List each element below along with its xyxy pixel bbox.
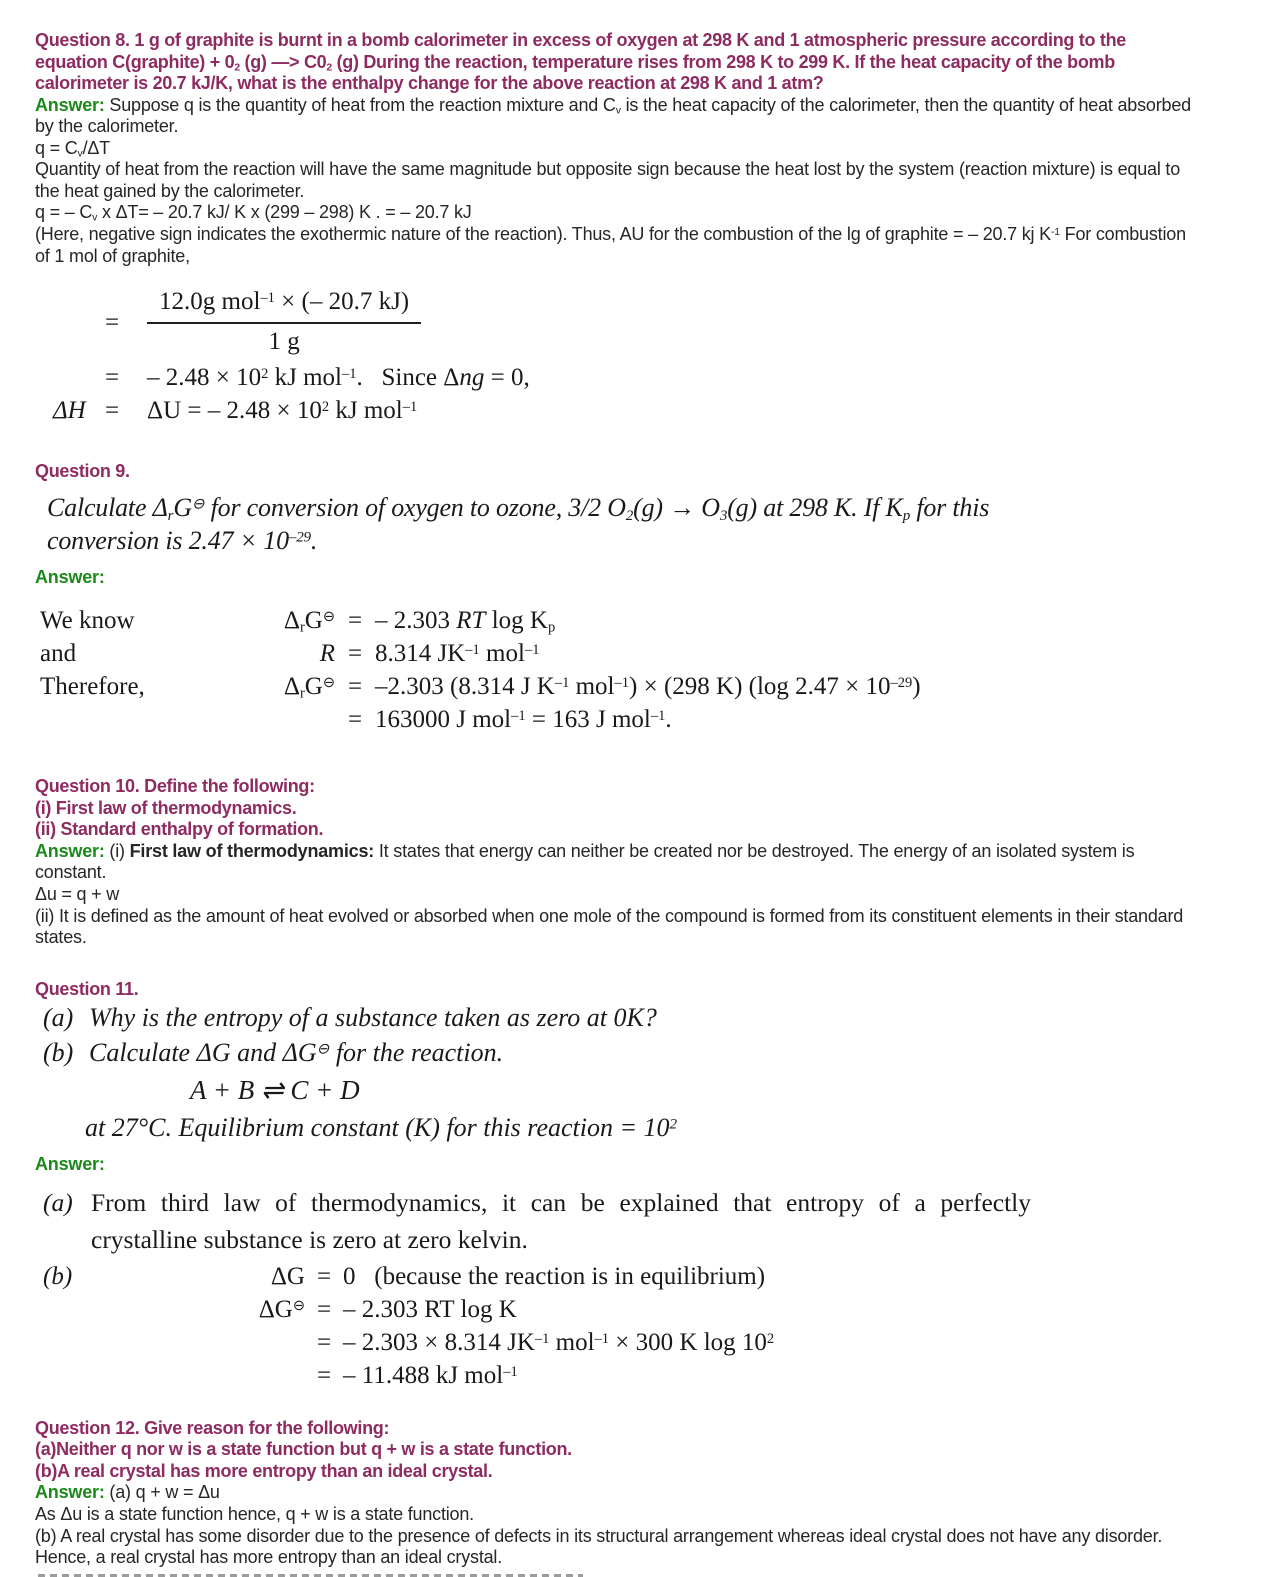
q8-math-enthalpy-row <box>53 394 1245 427</box>
q11-answer-line <box>35 1154 1245 1176</box>
q9-equation-set <box>40 604 1245 736</box>
item-marker-spacer <box>35 1359 200 1392</box>
item-marker: (b) <box>43 1038 74 1068</box>
item-marker: (a) <box>43 1003 74 1033</box>
equation-rhs: 163000 J mol$^{-1}$ = 163 J mol$^{-1}$. <box>375 706 672 734</box>
answer-label: Answer: <box>35 94 105 115</box>
equals-sign: = <box>316 1361 332 1389</box>
question-11-heading: Question 11. <box>35 978 139 999</box>
equation-rhs: –2.303 (8.314 J $K^{-1}$ mol$^{-1}$) × (298 K) (log $2.47 \times 10^{-29}$) <box>375 673 921 701</box>
equation-rhs: 8.314 $JK^{-1}$ mol$^{-1}$ <box>375 640 540 668</box>
q8-answer-intro-text: Suppose q is the quantity of heat from the reaction mixture and $C_v$ is the heat capacity of the calorimeter, then the quantity of heat absorbed by the calorimeter. <box>35 94 1191 137</box>
equals-sign: = <box>316 1328 332 1356</box>
question-12-section <box>35 1418 1245 1577</box>
q11-item-b-text: Calculate ΔG and ΔG⊖ for the reaction. <box>89 1038 504 1068</box>
question-11-section <box>35 979 1245 1392</box>
equation-lhs: ΔG <box>270 1262 305 1290</box>
q11-item-a <box>43 1000 1245 1035</box>
question-9-heading: Question 9. <box>35 461 130 482</box>
equation-label: Therefore, <box>40 673 145 701</box>
q9-question-text: Calculate $\Delta_rG^⊖$ for conversion of oxygen to ozone, 3/2 $O_2(g) \to O_3(g)$ at 298 K. If $K_p$ for this conversion is $2.47 \times 10^{-29}$. <box>47 492 990 555</box>
equation-lhs: ΔG⊖ <box>258 1295 305 1323</box>
equation-label <box>40 703 240 736</box>
q8-answer-intro <box>35 95 1245 138</box>
question-9-section <box>35 461 1245 736</box>
question-10-item-i: (i) First law of thermodynamics. <box>35 797 297 818</box>
equation-row <box>40 604 1245 637</box>
question-8-section <box>35 30 1245 427</box>
question-12-item-a: (a)Neither q nor w is a state function but q + w is a state function. <box>35 1439 572 1460</box>
equation-rhs: 0 (because the reaction is in equilibrium) <box>343 1262 766 1290</box>
equation-rhs: – 11.488 kJ mol$^{-1}$ <box>343 1361 518 1389</box>
q11-answer-a-text: From third law of thermodynamics, it can be explained that entropy of a perfectly crystalline substance is zero at zero kelvin. <box>91 1187 1031 1254</box>
q8-math-result-row <box>53 361 1245 394</box>
q8-math-result: – $2.48 \times 10^2$ kJ mol$^{-1}$. Since Δng = 0, <box>147 364 530 392</box>
q8-math-fraction-row <box>53 287 1245 357</box>
q10-answer-text: (i) First law of thermodynamics: It states that energy can neither be created nor be destroyed. The energy of an isolated system is constant. <box>35 840 1135 883</box>
item-marker-spacer <box>35 1326 200 1359</box>
question-12-heading: Question 12. Give reason for the following: <box>35 1417 390 1438</box>
equals-sign: = <box>105 364 120 392</box>
q8-math-enthalpy-value: ΔU = – $2.48 \times 10^2$ kJ mol$^{-1}$ <box>147 397 418 425</box>
equals-sign: = <box>347 640 363 668</box>
equation-row <box>40 703 1245 736</box>
question-10-item-ii: (ii) Standard enthalpy of formation. <box>35 819 324 840</box>
equation-row <box>40 637 1245 670</box>
equation-lhs <box>200 1326 305 1359</box>
equals-sign: = <box>347 607 363 635</box>
question-10-section <box>35 776 1245 948</box>
equation-row <box>35 1359 1245 1392</box>
equation-lhs: $\Delta_rG^⊖$ <box>283 607 335 636</box>
equation-lhs: $\Delta_rG^⊖$ <box>283 673 335 702</box>
scan-cutoff-artifact <box>38 1574 583 1577</box>
question-8-heading: Question 8. 1 g of graphite is burnt in a bomb calorimeter in excess of oxygen at 298 K and 1 atmospheric pressure according to the equation C(graphite) + $0_2$ (g) —> $C0_2$ (g) During the reaction, temperature rises from 298 K to 299 K. If the heat capacity of the bomb calorimeter is 20.7 kJ/K, what is the enthalpy change for the above reaction at 298 K and 1 atm? <box>35 30 1126 93</box>
equation-row <box>40 670 1245 703</box>
q10-equation-du: Δu = q + w <box>35 884 120 905</box>
equals-sign: = <box>316 1262 332 1290</box>
q11-answer-b-equations <box>35 1260 1245 1392</box>
q11-item-a-text: Why is the entropy of a substance taken as zero at 0K? <box>89 1003 657 1033</box>
fraction <box>147 287 421 357</box>
equation-row <box>35 1260 1245 1293</box>
equation-rhs: – 2.303 × 8.314 $JK^{-1}$ mol$^{-1}$ × 300 K $\log 10^2$ <box>343 1328 775 1356</box>
answer-label: Answer: <box>35 566 105 587</box>
q12-paragraph-b: (b) A real crystal has some disorder due to the presence of defects in its structural arrangement whereas ideal crystal does not have any disorder. Hence, a real crystal has more entropy than an ideal crystal. <box>35 1525 1163 1568</box>
q8-equation-q-cv: $q = C_v/\Delta T$ <box>35 137 110 160</box>
equation-rhs: – 2.303 RT $\log K_p$ <box>375 607 556 636</box>
fraction-denominator: 1 g <box>268 328 300 356</box>
answer-label: Answer: <box>35 1154 105 1175</box>
answer-label: Answer: <box>35 1482 105 1503</box>
equation-lhs: R <box>319 640 335 668</box>
q11-item-b <box>43 1035 1245 1070</box>
q8-quantity-paragraph: Quantity of heat from the reaction will have the same magnitude but opposite sign because the heat lost by the system (reaction mixture) is equal to the heat gained by the calorimeter. <box>35 159 1181 201</box>
equals-sign: = <box>316 1295 332 1323</box>
equals-sign: = <box>105 397 120 425</box>
q10-paragraph-ii: (ii) It is defined as the amount of heat evolved or absorbed when one mole of the compound is formed from its constituent elements in their standard states. <box>35 905 1184 948</box>
item-marker: (b) <box>43 1262 73 1290</box>
equals-sign: = <box>347 706 363 734</box>
q8-note-paragraph: (Here, negative sign indicates the exothermic nature of the reaction). Thus, AU for the combustion of the lg of graphite = – 20.7 kj $K^{-1}$ For combustion of 1 mol of graphite, <box>35 224 1186 266</box>
equals-sign: = <box>105 308 120 336</box>
q11-condition-line: at 27°C. Equilibrium constant (K) for this reaction = $10^2$ <box>85 1113 678 1143</box>
equation-rhs: – 2.303 RT log K <box>343 1295 517 1323</box>
q9-answer-line <box>35 567 1245 589</box>
question-10-heading: Question 10. Define the following: <box>35 776 315 797</box>
equation-lhs <box>200 1359 305 1392</box>
q12-answer-paragraph <box>35 1482 1245 1504</box>
equation-row <box>35 1326 1245 1359</box>
q8-equation-q-delta-t: q = – $C_v$ x ΔT= – 20.7 kJ/ K x (299 – 298) K . = – 20.7 kJ <box>35 202 472 225</box>
equation-label: and <box>40 640 77 668</box>
item-marker-spacer <box>35 1293 200 1326</box>
equation-label: We know <box>40 607 135 635</box>
item-marker: (a) <box>43 1187 73 1217</box>
question-12-item-b: (b)A real crystal has more entropy than an ideal crystal. <box>35 1460 493 1481</box>
equals-sign: = <box>347 673 363 701</box>
equation-lhs <box>240 703 335 736</box>
q10-answer-paragraph <box>35 841 1245 884</box>
q11-answer-a <box>43 1184 1245 1258</box>
q8-math-block <box>53 287 1245 427</box>
q8-math-delta-h: ΔH <box>53 397 86 425</box>
q11-reaction-equation: A + B ⇌ C + D <box>190 1075 360 1106</box>
q12-state-function-line: As Δu is a state function hence, q + w is a state function. <box>35 1504 474 1524</box>
fraction-numerator: 12.0g mol$^{-1}$ × (– 20.7 kJ) <box>147 287 421 324</box>
equation-row <box>35 1293 1245 1326</box>
answer-label: Answer: <box>35 840 105 861</box>
q12-answer-text: (a) q + w = Δu <box>104 1482 220 1503</box>
